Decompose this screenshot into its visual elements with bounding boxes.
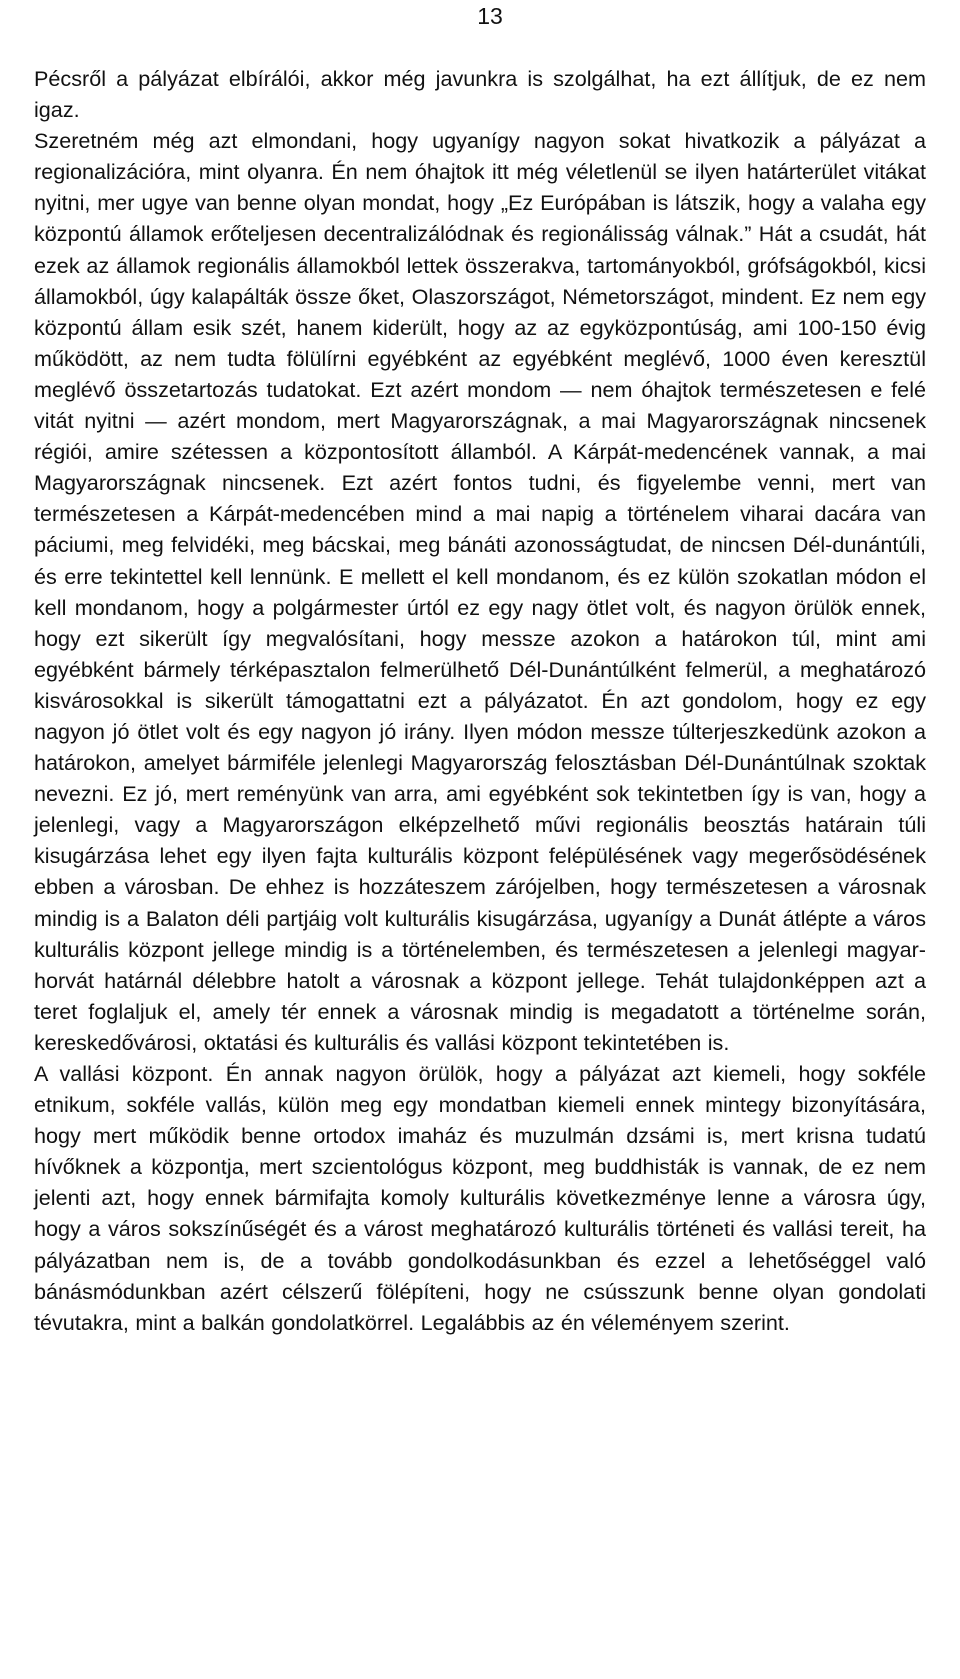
sentence: Hát a csudát, hát ezek az államok regionális államokból lettek összerakva, tartományokból, grófságokból, kicsi államokból, úgy kalapálták össze őket, Olaszországot, Németországot, mindent. bbox=[34, 221, 926, 309]
sentence: Ez nem egy központú állam esik szét, hanem kiderült, hogy az az egyközpontúság, ami 100-150 évig működött, az nem tudta fölülírni egyébként az egyébként meglévő, 1000 éven keresztül meglévő összetartozás tudatokat. bbox=[34, 283, 926, 402]
sentence: De ehhez is hozzáteszem zárójelben, hogy természetesen a városnak mindig is a Balaton déli partjáig volt kulturális kisugárzása, ugyanígy a Dunát átlépte a város kulturális központ jellege mindig is a történelemben, és természetesen a jelenlegi magyar-horvát határnál délebbre hatolt a városnak a központ jellege. bbox=[34, 874, 927, 993]
sentence: Én annak nagyon örülök, hogy a pályázat azt kiemeli, hogy sokféle etnikum, sokféle vallás, külön meg egy mondatban kiemeli ennek mintegy bizonyítására, hogy mert működik benne ortodox imaház és muzulmán dzsámi is, mert krisna tudatú hívőknek a központja, mert szcientológus központ, meg buddhisták is vannak, de ez nem jelenti azt, hogy ennek bármifajta komoly kulturális következménye lenne a városra úgy, hogy a város sokszínűségét és a várost meghatározó kulturális történeti és vallási tereit, ha pályázatban nem is, de a tovább gondolkodásunkban és ezzel a lehetőséggel való bánásmódunkban azért célszerű fölépíteni, hogy ne csússzunk benne olyan gondolati tévutakra, mint a balkán gondolatkörrel. bbox=[34, 1061, 926, 1335]
sentence: Én azt gondolom, hogy ez egy nagyon jó ötlet volt és egy nagyon jó irány. bbox=[34, 687, 927, 744]
sentence: A vallási központ. bbox=[34, 1061, 214, 1086]
paragraph bbox=[34, 1058, 926, 1338]
sentence: Legalábbis az én véleményem szerint. bbox=[420, 1309, 790, 1335]
sentence: Én nem óhajtok itt még véletlenül se ilyen határterület vitákat nyitni, mer ugye van benne olyan mondat, hogy „Ez Európában is látszik, hogy a valaha egy központú államok erőteljesen decentralizálódnak és regionálisság válnak.” bbox=[34, 159, 926, 247]
sentence: Ilyen módon messze túlterjeszkedünk azokon a határokon, amelyet bármiféle jelenlegi Magyarország felosztásban Dél-Dunántúlnak szoktak nevezni. bbox=[34, 718, 926, 807]
sentence: Szeretném még azt elmondani, hogy ugyanígy nagyon sokat hivatkozik a pályázat a regionalizációra, mint olyanra. bbox=[34, 128, 926, 185]
paragraph bbox=[34, 63, 926, 125]
paragraph bbox=[34, 125, 926, 1058]
sentence: Ez jó, mert reményünk van arra, ami egyébként sok tekintetben így is van, hogy a jelenlegi, vagy a Magyarországon elképzelhető művi regionális beosztás határain túli kisugárzása lehet egy ilyen fajta kulturális központ felépülésének vagy megerősödésének ebben a városban. bbox=[34, 781, 927, 900]
sentence: Ezt azért fontos tudni, és figyelembe venni, mert van természetesen a Kárpát-medencében mind a mai napig a történelem viharai dacára van páciumi, meg felvidéki, meg bácskai, meg bánáti azonosságtudat, de nincsen Dél-dunántúli, és erre tekintettel kell lennünk. bbox=[34, 470, 926, 589]
sentence: A Kárpát-medencének vannak, a mai Magyarországnak nincsenek. bbox=[34, 439, 927, 496]
sentence: Tehát tulajdonképpen azt a teret foglaljuk el, amely tér ennek a városnak mindig is megadatott a történelme során, kereskedővárosi, oktatási és kulturális és vallási központ tekintetében is. bbox=[34, 967, 927, 1055]
body-text bbox=[34, 63, 926, 1338]
sentence: Ezt azért mondom — nem óhajtok természetesen e felé vitát nyitni — azért mondom, mert Magyarországnak, a mai Magyarországnak nincsenek régiói, amire szétessen a központosított államból. bbox=[34, 376, 927, 465]
sentence: E mellett el kell mondanom, és ez külön szokatlan módon el kell mondanom, hogy a polgármester úrtól ez egy nagy ötlet volt, és nagyon örülök ennek, hogy ezt sikerült így megvalósítani, hogy messze azokon a határokon túl, mint ami egyébként bármely térképasztalon felmerülhető Dél-Dunántúlként felmerül, a meghatározó kisvárosokkal is sikerült támogattatni ezt a pályázatot. bbox=[34, 563, 926, 713]
page-number: 13 bbox=[477, 3, 503, 29]
sentence: Pécsről a pályázat elbírálói, akkor még javunkra is szolgálhat, ha ezt állítjuk, de ez nem igaz. bbox=[34, 66, 926, 123]
